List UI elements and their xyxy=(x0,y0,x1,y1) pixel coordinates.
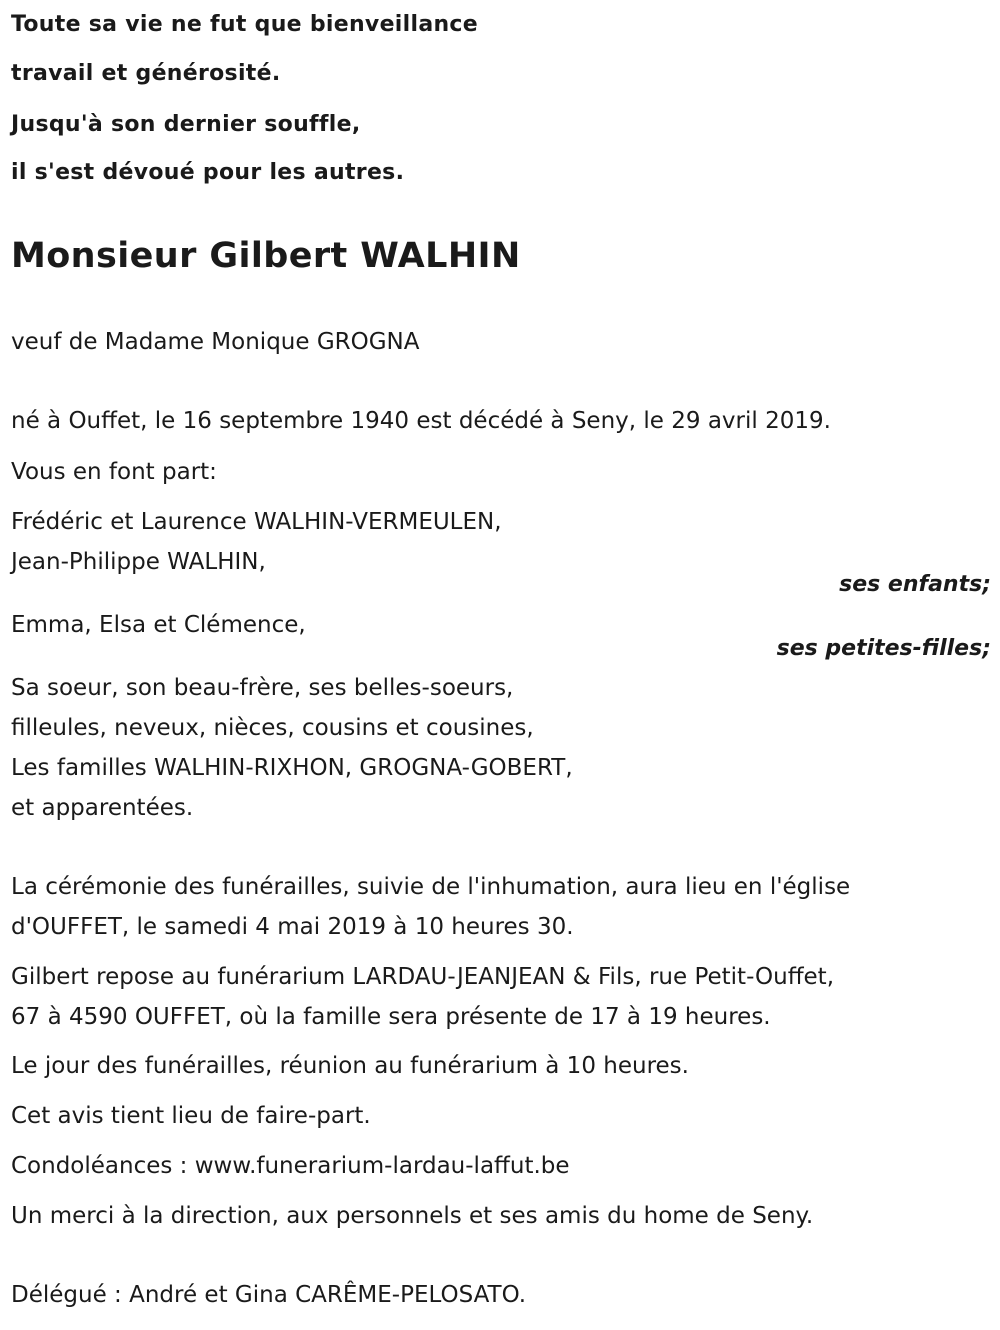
relatives-line: et apparentées. xyxy=(11,795,194,821)
child-line: Frédéric et Laurence WALHIN-VERMEULEN, xyxy=(11,509,502,535)
delegate-note: Délégué : André et Gina CARÊME-PELOSATO. xyxy=(11,1282,527,1308)
granddaughters: Emma, Elsa et Clémence, xyxy=(11,612,306,638)
thanks-note: Un merci à la direction, aux personnels et ses amis du home de Seny. xyxy=(11,1203,814,1229)
meeting-note: Le jour des funérailles, réunion au funérarium à 10 heures. xyxy=(11,1053,689,1079)
funeral-home-line: 67 à 4590 OUFFET, où la famille sera présente de 17 à 19 heures. xyxy=(11,1004,771,1030)
ceremony-line: La cérémonie des funérailles, suivie de l'inhumation, aura lieu en l'église xyxy=(11,874,851,900)
condolences-link[interactable]: Condoléances : www.funerarium-lardau-laffut.be xyxy=(11,1153,570,1179)
granddaughters-role: ses petites-filles; xyxy=(776,636,991,661)
widower-of: veuf de Madame Monique GROGNA xyxy=(11,329,420,355)
poem-line: travail et générosité. xyxy=(11,61,281,86)
relatives-line: Les familles WALHIN-RIXHON, GROGNA-GOBERT, xyxy=(11,755,573,781)
relatives-line: Sa soeur, son beau-frère, ses belles-soeurs, xyxy=(11,675,514,701)
poem-line: il s'est dévoué pour les autres. xyxy=(11,160,405,185)
birth-death-info: né à Ouffet, le 16 septembre 1940 est décédé à Seny, le 29 avril 2019. xyxy=(11,408,831,434)
notice-note: Cet avis tient lieu de faire-part. xyxy=(11,1103,371,1129)
child-line: Jean-Philippe WALHIN, xyxy=(11,549,266,575)
announcement-intro: Vous en font part: xyxy=(11,459,217,485)
funeral-home-line: Gilbert repose au funérarium LARDAU-JEANJEAN & Fils, rue Petit-Ouffet, xyxy=(11,964,835,990)
ceremony-line: d'OUFFET, le samedi 4 mai 2019 à 10 heures 30. xyxy=(11,914,574,940)
poem-line: Toute sa vie ne fut que bienveillance xyxy=(11,12,478,37)
children-role: ses enfants; xyxy=(839,572,991,597)
deceased-name: Monsieur Gilbert WALHIN xyxy=(11,236,521,276)
poem-line: Jusqu'à son dernier souffle, xyxy=(11,112,361,137)
relatives-line: filleules, neveux, nièces, cousins et cousines, xyxy=(11,715,534,741)
